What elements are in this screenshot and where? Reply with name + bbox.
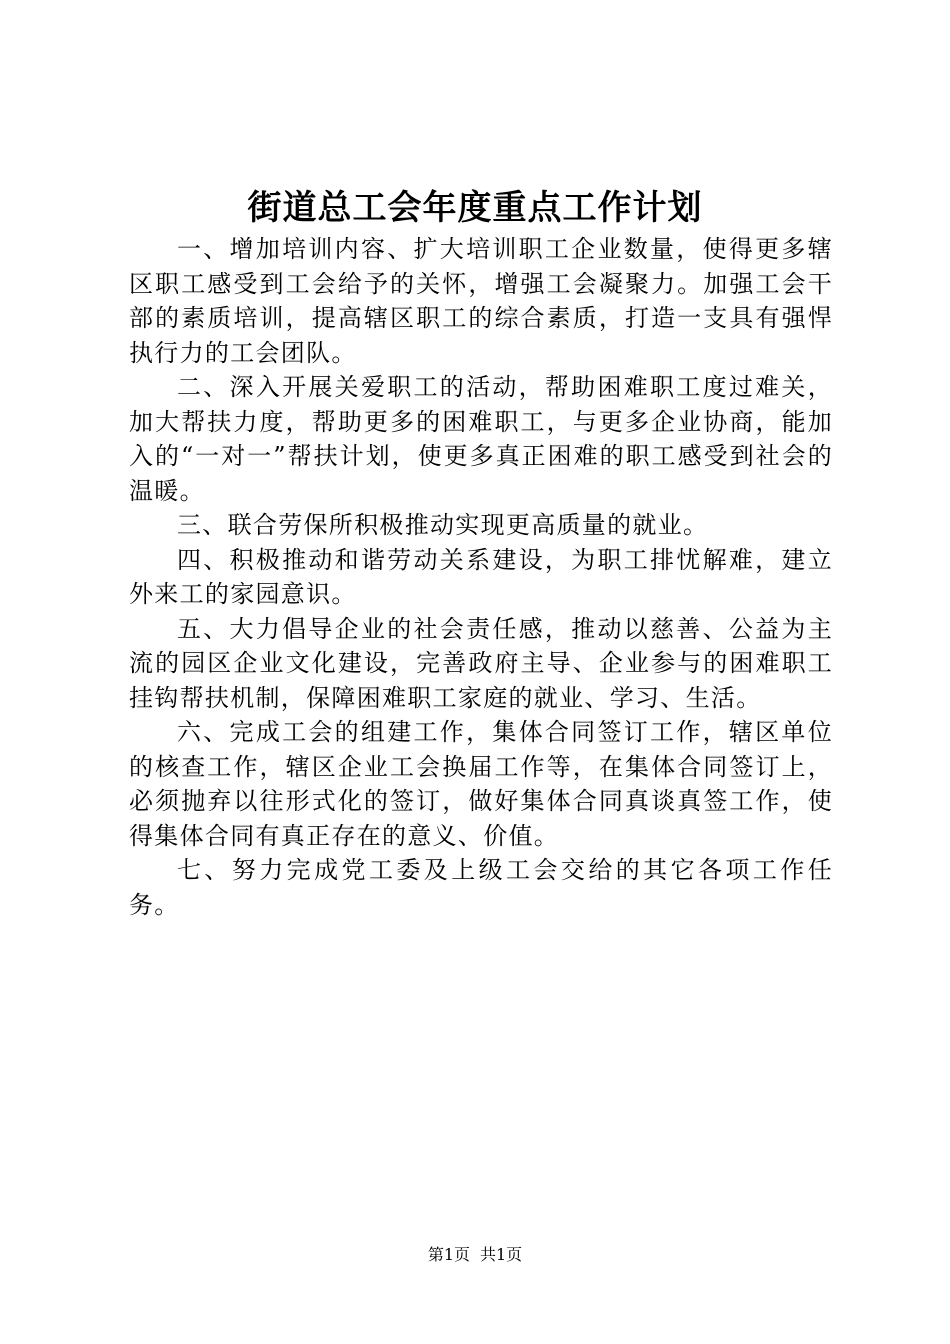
paragraph-6: 六、完成工会的组建工作，集体合同签订工作，辖区单位的核查工作，辖区企业工会换届工作等，在集体合同签订上，必须抛弃以往形式化的签订，做好集体合同真谈真签工作，使得集体合同有真正存在的意义、价值。 (129, 718, 833, 850)
paragraph-3: 三、联合劳保所积极推动实现更高质量的就业。 (177, 511, 709, 539)
page-number: 第1页 (427, 1245, 470, 1264)
paragraph-7: 七、努力完成党工委及上级工会交给的其它各项工作任务。 (129, 856, 833, 919)
paragraph-4: 四、积极推动和谐劳动关系建设，为职工排忧解难，建立外来工的家园意识。 (129, 545, 833, 608)
paragraph-2: 二、深入开展关爱职工的活动，帮助困难职工度过难关，加大帮扶力度，帮助更多的困难职工，与更多企业协商，能加入的“一对一”帮扶计划，使更多真正困难的职工感受到社会的温暖。 (129, 373, 833, 505)
document-body (129, 232, 833, 922)
page-total: 共1页 (480, 1245, 523, 1264)
document-title: 街道总工会年度重点工作计划 (247, 188, 703, 228)
page-footer (0, 1244, 950, 1266)
paragraph-5: 五、大力倡导企业的社会责任感，推动以慈善、公益为主流的园区企业文化建设，完善政府主导、企业参与的困难职工挂钩帮扶机制，保障困难职工家庭的就业、学习、生活。 (129, 614, 833, 712)
paragraph-1: 一、增加培训内容、扩大培训职工企业数量，使得更多辖区职工感受到工会给予的关怀，增强工会凝聚力。加强工会干部的素质培训，提高辖区职工的综合素质，打造一支具有强悍执行力的工会团队。 (129, 235, 833, 367)
